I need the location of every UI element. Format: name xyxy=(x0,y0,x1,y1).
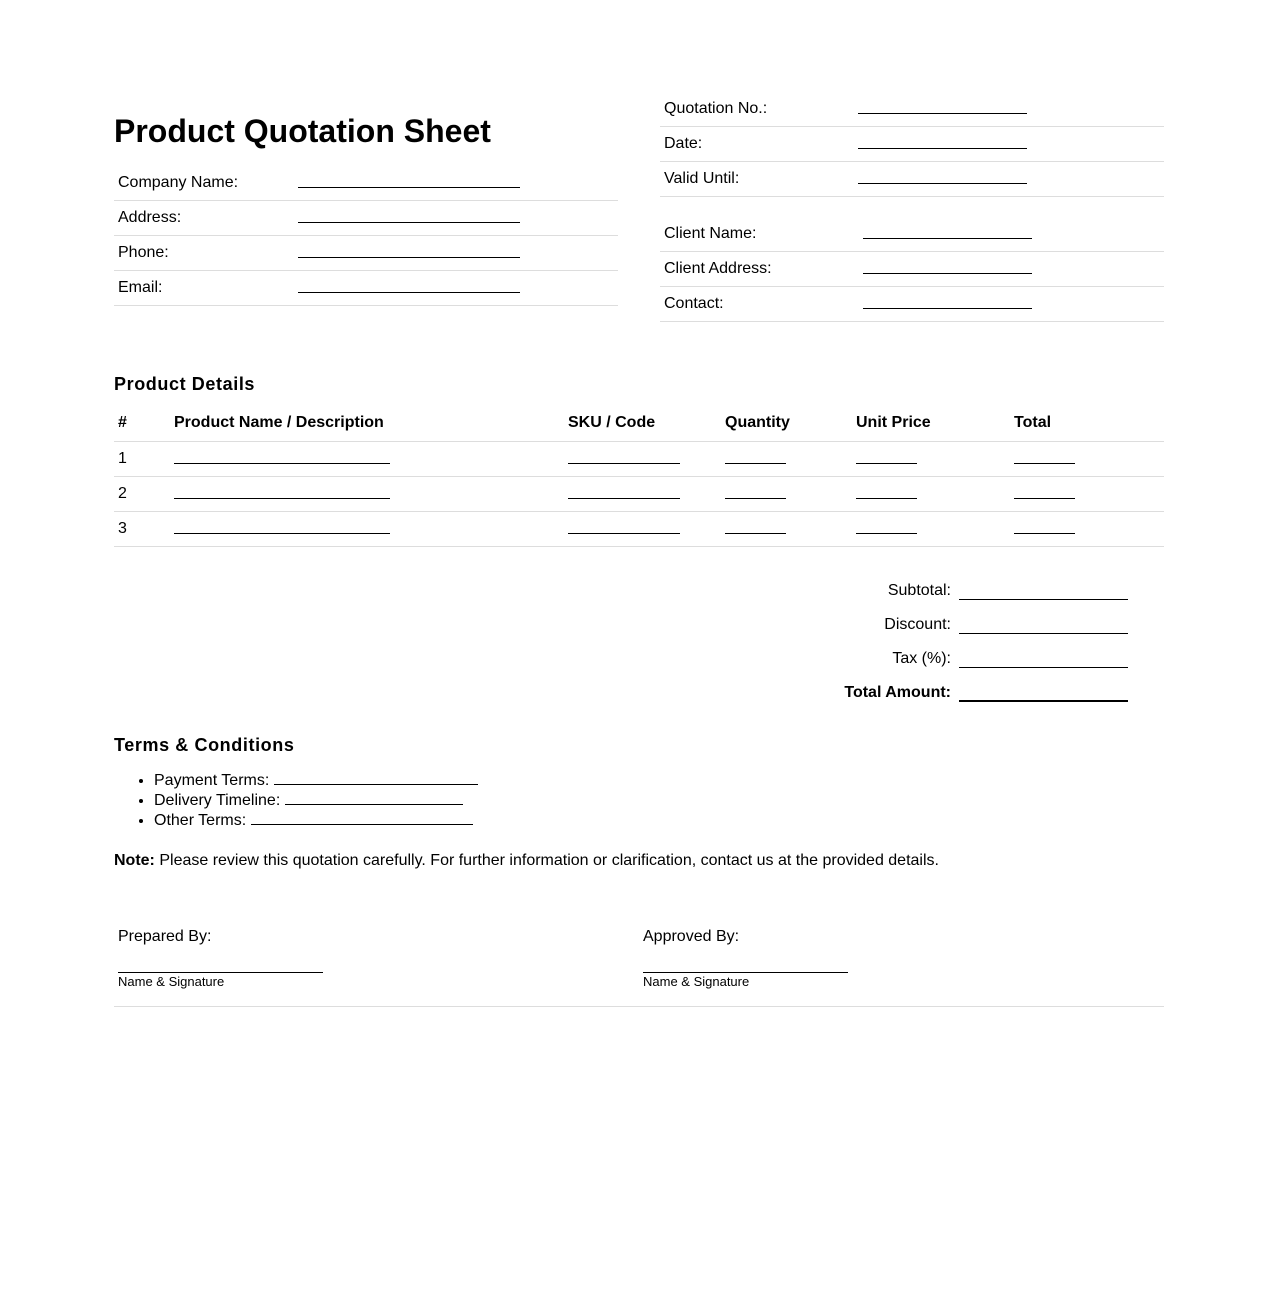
table-row xyxy=(114,512,1164,547)
total-field[interactable] xyxy=(1014,519,1075,534)
payment-terms-field[interactable] xyxy=(274,770,478,785)
col-unit-price: Unit Price xyxy=(852,405,1010,442)
page-title: Product Quotation Sheet xyxy=(114,113,491,149)
list-item xyxy=(154,810,478,830)
product-details-heading: Product Details xyxy=(114,374,256,394)
date-label: Date: xyxy=(660,127,854,162)
quotation-info-table xyxy=(660,92,1164,197)
terms-list xyxy=(114,770,478,830)
client-name-field[interactable] xyxy=(863,224,1032,239)
approved-by-caption: Name & Signature xyxy=(643,974,750,989)
col-total: Total xyxy=(1010,405,1164,442)
valid-until-field[interactable] xyxy=(858,169,1027,184)
product-name-field[interactable] xyxy=(174,449,390,464)
row-number: 2 xyxy=(114,477,170,512)
address-row xyxy=(114,201,618,236)
table-row xyxy=(114,477,1164,512)
list-item xyxy=(154,790,478,810)
terms-heading: Terms & Conditions xyxy=(114,735,295,755)
unit-price-field[interactable] xyxy=(856,484,917,499)
total-amount-label: Total Amount: xyxy=(844,684,951,701)
client-name-label: Client Name: xyxy=(660,217,859,252)
discount-field[interactable] xyxy=(959,619,1128,634)
client-info-table xyxy=(660,217,1164,322)
company-name-field[interactable] xyxy=(298,173,520,188)
company-name-row xyxy=(114,166,618,201)
valid-until-row xyxy=(660,162,1164,197)
row-number: 3 xyxy=(114,512,170,547)
total-field[interactable] xyxy=(1014,484,1075,499)
quotation-no-field[interactable] xyxy=(858,99,1027,114)
product-table-header xyxy=(114,405,1164,442)
client-address-label: Client Address: xyxy=(660,252,859,287)
approved-by-signature-line[interactable] xyxy=(643,972,848,973)
delivery-timeline-label: Delivery Timeline: xyxy=(154,792,281,809)
totals-block xyxy=(800,566,1128,702)
phone-label: Phone: xyxy=(114,236,294,271)
row-number: 1 xyxy=(114,442,170,477)
valid-until-label: Valid Until: xyxy=(660,162,854,197)
client-address-row xyxy=(660,252,1164,287)
subtotal-label: Subtotal: xyxy=(887,582,951,599)
payment-terms-label: Payment Terms: xyxy=(154,772,270,789)
address-label: Address: xyxy=(114,201,294,236)
col-number: # xyxy=(114,405,170,442)
product-name-field[interactable] xyxy=(174,519,390,534)
prepared-by-label: Prepared By: xyxy=(118,928,212,945)
total-amount-row xyxy=(800,668,1128,702)
phone-field[interactable] xyxy=(298,243,520,258)
client-name-row xyxy=(660,217,1164,252)
company-name-label: Company Name: xyxy=(114,166,294,201)
note-text: Please review this quotation carefully. For further information or clarification, contact us at the provided details. xyxy=(154,852,939,869)
sku-field[interactable] xyxy=(568,484,680,499)
sku-field[interactable] xyxy=(568,449,680,464)
note-paragraph xyxy=(114,852,939,870)
delivery-timeline-field[interactable] xyxy=(285,790,463,805)
col-product-name: Product Name / Description xyxy=(170,405,564,442)
product-name-field[interactable] xyxy=(174,484,390,499)
other-terms-label: Other Terms: xyxy=(154,812,247,829)
quantity-field[interactable] xyxy=(725,449,786,464)
discount-row xyxy=(800,600,1128,634)
tax-row xyxy=(800,634,1128,668)
sku-field[interactable] xyxy=(568,519,680,534)
date-row xyxy=(660,127,1164,162)
quantity-field[interactable] xyxy=(725,519,786,534)
subtotal-field[interactable] xyxy=(959,585,1128,600)
discount-label: Discount: xyxy=(884,616,951,633)
quotation-no-label: Quotation No.: xyxy=(660,92,854,127)
subtotal-row xyxy=(800,566,1128,600)
prepared-by-block xyxy=(118,920,323,989)
date-field[interactable] xyxy=(858,134,1027,149)
total-amount-field[interactable] xyxy=(959,686,1128,702)
prepared-by-caption: Name & Signature xyxy=(118,974,225,989)
unit-price-field[interactable] xyxy=(856,519,917,534)
prepared-by-signature-line[interactable] xyxy=(118,972,323,973)
contact-row xyxy=(660,287,1164,322)
list-item xyxy=(154,770,478,790)
email-label: Email: xyxy=(114,271,294,306)
phone-row xyxy=(114,236,618,271)
company-info-table xyxy=(114,166,618,306)
approved-by-block xyxy=(643,920,848,989)
note-label: Note: xyxy=(114,852,155,869)
client-address-field[interactable] xyxy=(863,259,1032,274)
col-quantity: Quantity xyxy=(721,405,852,442)
table-row xyxy=(114,442,1164,477)
contact-label: Contact: xyxy=(660,287,859,322)
tax-label: Tax (%): xyxy=(892,650,951,667)
col-sku: SKU / Code xyxy=(564,405,721,442)
quotation-no-row xyxy=(660,92,1164,127)
approved-by-label: Approved By: xyxy=(643,928,740,945)
unit-price-field[interactable] xyxy=(856,449,917,464)
quantity-field[interactable] xyxy=(725,484,786,499)
product-table xyxy=(114,405,1164,547)
contact-field[interactable] xyxy=(863,294,1032,309)
email-row xyxy=(114,271,618,306)
signature-section xyxy=(114,920,1164,1007)
email-field[interactable] xyxy=(298,278,520,293)
total-field[interactable] xyxy=(1014,449,1075,464)
other-terms-field[interactable] xyxy=(251,810,473,825)
address-field[interactable] xyxy=(298,208,520,223)
tax-field[interactable] xyxy=(959,653,1128,668)
